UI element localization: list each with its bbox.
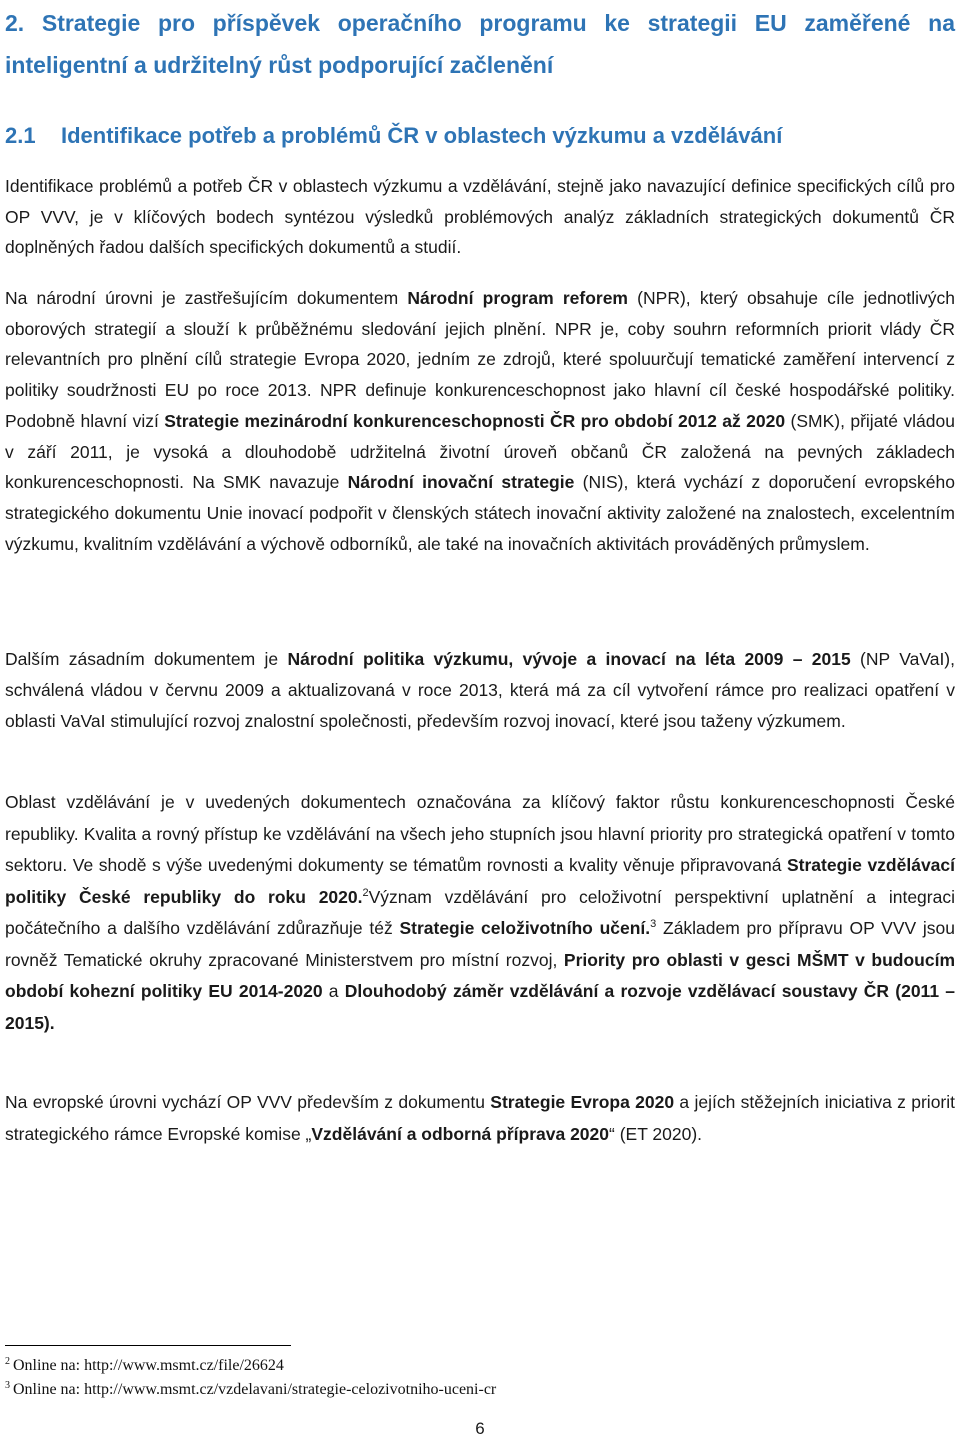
footnote-ref[interactable]: 3 [650, 918, 657, 930]
bold-term: Národní politika výzkumu, vývoje a inovací na léta 2009 – 2015 [287, 649, 851, 669]
section-title: Identifikace potřeb a problémů ČR v oblastech výzkumu a vzdělávání [61, 123, 783, 148]
footnote-ref[interactable]: 2 [362, 886, 369, 899]
paragraph-national-level [5, 283, 955, 559]
paragraph-european-level [5, 1086, 955, 1150]
bold-term: Národní inovační strategie [347, 472, 575, 493]
paragraph-education [5, 787, 955, 1039]
bold-term: Strategie vzdělávací politiky České republiky do roku 2020. [5, 855, 955, 907]
section-number: 2.1 [5, 123, 36, 148]
chapter-title: 2. Strategie pro příspěvek operačního programu ke strategii EU zaměřené na inteligentní a udržitelný růst podporující začlenění [5, 10, 955, 78]
text-run: Na národní úrovni je zastřešujícím dokumentem [5, 288, 408, 308]
bold-term: Strategie Evropa 2020 [490, 1092, 675, 1112]
bold-term: Dlouhodobý záměr vzdělávání a rozvoje vzdělávací soustavy ČR (2011 – 2015). [5, 981, 955, 1033]
text-run: Dalším zásadním dokumentem je [5, 649, 288, 669]
text-run: (NP VaVaI), schválená vládou v červnu 2009 a aktualizovaná v roce 2013, která má za cíl vytvoření rámce pro realizaci opatření v oblasti VaVaI stimulující rozvoj znalostní společnosti, především rozvoj inovací, které jsou taženy výzkumem. [5, 649, 955, 731]
footnote-text: Online na: http://www.msmt.cz/file/26624 [13, 1357, 284, 1374]
footnote-number: 3 [5, 1380, 10, 1391]
bold-term: Strategie mezinárodní konkurenceschopnosti ČR pro období 2012 až 2020 [164, 410, 786, 431]
page-number: 6 [475, 1419, 485, 1438]
text-run: Význam vzdělávání pro celoživotní perspektivní uplatnění a integraci počátečního a dalšího vzdělávání zdůrazňuje též [5, 886, 955, 938]
bold-term: Strategie celoživotního učení. [399, 918, 651, 938]
bold-term: Národní program reforem [407, 288, 628, 308]
text-run: (NPR), který obsahuje cíle jednotlivých oborových strategií a slouží k průběžnému sledování jejich plnění. NPR je, coby souhrn reformních priorit vlády ČR relevantních pro plnění cílů strategie Evropa 2020, jedním ze zdrojů, které spoluurčují tematické zaměření intervencí z politiky soudržnosti EU po roce 2013. NPR definuje konkurenceschopnost jako hlavní cíl české hospodářské politiky. Podobně hlavní vizí [5, 288, 956, 431]
footnote-number: 2 [5, 1356, 10, 1367]
footnote-separator [5, 1345, 291, 1346]
paragraph-intro: Identifikace problémů a potřeb ČR v oblastech výzkumu a vzdělávání, stejně jako navazující definice specifických cílů pro OP VVV, je v klíčových bodech syntézou výsledků problémových analýz základních strategických dokumentů ČR doplněných řadou dalších specifických dokumentů a studií. [5, 176, 955, 257]
footnote [5, 1355, 284, 1377]
bold-term: Priority pro oblasti v gesci MŠMT v budoucím období kohezní politiky EU 2014-2020 [5, 949, 955, 1001]
bold-term: Vzdělávání a odborná příprava 2020 [311, 1124, 609, 1144]
text-run: Na evropské úrovni vychází OP VVV především z dokumentu [5, 1092, 491, 1112]
text-run: a jejích stěžejních iniciativa z priorit strategického rámce Evropské komise „ [5, 1092, 956, 1144]
footnote-text: Online na: http://www.msmt.cz/vzdelavani/strategie-celozivotniho-uceni-cr [13, 1381, 497, 1398]
text-run: “ (ET 2020). [609, 1124, 703, 1144]
paragraph-research-policy [5, 644, 955, 737]
text-run: Základem pro přípravu OP VVV jsou rovněž Tematické okruhy zpracované Ministerstvem pro místní rozvoj, [5, 918, 955, 970]
text-run: Oblast vzdělávání je v uvedených dokumentech označována za klíčový faktor růstu konkurenceschopnosti České republiky. Kvalita a rovný přístup ke vzdělávání na všech jeho stupních jsou hlavní priority pro strategická opatření v tomto sektoru. Ve shodě s výše uvedenými dokumenty se tématům rovnosti a kvality věnuje připravovaná [5, 792, 955, 875]
text-run: (SMK), přijaté vládou v září 2011, je vysoká a dlouhodobě udržitelná životní úroveň občanů ČR založená na pevných základech konkurenceschopnosti. Na SMK navazuje [5, 410, 955, 493]
text-run: a [322, 981, 345, 1001]
footnote [5, 1379, 496, 1401]
text-run: (NIS), která vychází z doporučení evropského strategického dokumentu Unie inovací podpořit v členských státech inovační aktivity založené na znalostech, excelentním výzkumu, kvalitním vzdělávání a výchově odborníků, ale také na inovačních aktivitách prováděných průmyslem. [5, 472, 955, 554]
section-heading [5, 118, 955, 154]
